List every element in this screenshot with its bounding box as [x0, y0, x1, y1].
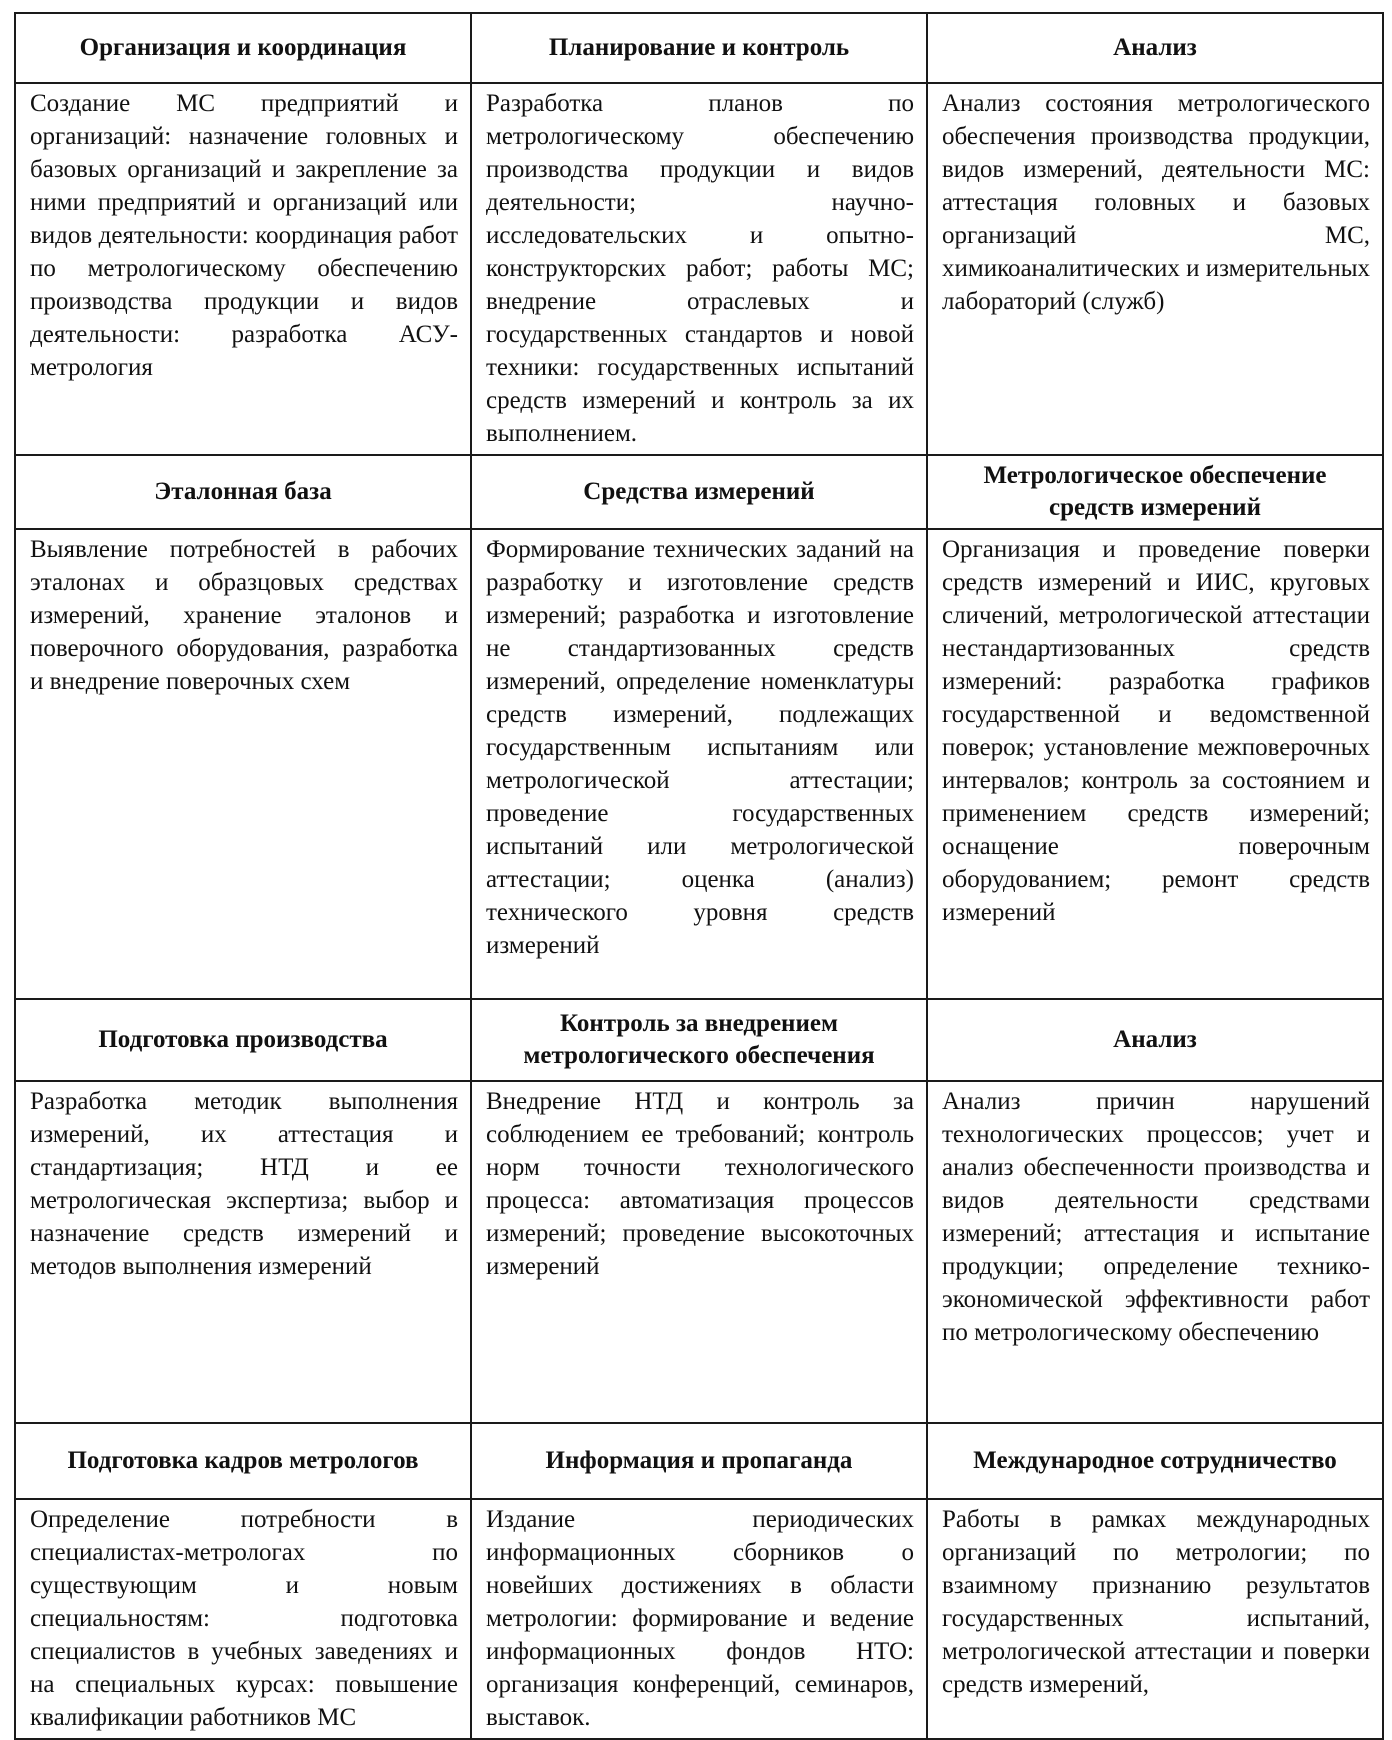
cell-text: Анализ состояния метрологического обеспечения производства продукции, видов измерений, деятельности МС: аттестация головных и базовых организаций МС, химикоаналитических и измерительных лабораторий (служб): [942, 90, 1370, 315]
heading-text: Контроль за внедрением метрологического обеспечения: [523, 1010, 875, 1069]
metrology-functions-table: [14, 12, 1384, 1740]
column-heading: [471, 455, 927, 529]
cell-text: Формирование технических заданий на разработку и изготовление средств измерений; разработка и изготовление не стандартизованных средств измерений, определение номенклатуры средств измерений, подлежащих государственным испытаниям или метрологической аттестации; проведение государственных испытаний или метрологической аттестации; оценка (анализ) технического уровня средств измерений: [486, 536, 914, 959]
column-heading: [15, 455, 471, 529]
heading-text: Метрологическое обеспечение средств измерений: [983, 462, 1327, 521]
table-cell: [471, 1499, 927, 1739]
column-heading: [927, 13, 1383, 83]
table-cell: [15, 1081, 471, 1423]
table-row: [15, 83, 1383, 455]
column-heading: [927, 999, 1383, 1081]
cell-text: Организация и проведение поверки средств измерений и ИИС, круговых сличений, метрологической аттестации нестандартизованных средств измерений: разработка графиков государственной и ведомственной поверок; установление межповерочных интервалов; контроль за состоянием и применением средств измерений; оснащение поверочным оборудованием; ремонт средств измерений: [942, 536, 1370, 926]
table-cell: [927, 1081, 1383, 1423]
table-cell: [471, 83, 927, 455]
cell-text: Разработка методик выполнения измерений, их аттестация и стандартизация; НТД и ее метрологическая экспертиза; выбор и назначение средств измерений и методов выполнения измерений: [30, 1088, 458, 1280]
column-heading: [471, 999, 927, 1081]
cell-text: Внедрение НТД и контроль за соблюдением ее требований; контроль норм точности технологического процесса: автоматизация процессов измерений; проведение высокоточных измерений: [486, 1088, 914, 1280]
table-cell: [927, 1499, 1383, 1739]
heading-text: Анализ: [1113, 34, 1197, 61]
heading-text: Средства измерений: [583, 478, 815, 505]
column-heading: [471, 1423, 927, 1499]
table-header-row: [15, 1423, 1383, 1499]
cell-text: Выявление потребностей в рабочих эталонах и образцовых средствах измерений, хранение эталонов и поверочного оборудования, разработка и внедрение поверочных схем: [30, 536, 458, 695]
table-header-row: [15, 999, 1383, 1081]
table-cell: [471, 529, 927, 999]
column-heading: [15, 999, 471, 1081]
heading-text: Планирование и контроль: [548, 34, 850, 61]
cell-text: Определение потребности в специалистах-метрологах по существующим и новым специальностям: подготовка специалистов в учебных заведениях и на специальных курсах: повышение квалификации работников МС: [30, 1506, 458, 1731]
cell-text: Работы в рамках международных организаций по метрологии; по взаимному признанию результатов государственных испытаний, метрологической аттестации и поверки средств измерений,: [942, 1506, 1370, 1698]
table-header-row: [15, 455, 1383, 529]
cell-text: Анализ причин нарушений технологических процессов; учет и анализ обеспеченности производства и видов деятельности средствами измерений; аттестация и испытание продукции; определение технико-экономической эффективности работ по метрологическому обеспечению: [942, 1088, 1370, 1346]
cell-text: Создание МС предприятий и организаций: назначение головных и базовых организаций и закрепление за ними предприятий и организаций или видов деятельности: координация работ по метрологическому обеспечению производства продукции и видов деятельности: разработка АСУ-метрология: [30, 90, 458, 381]
heading-text: Подготовка кадров метрологов: [67, 1447, 419, 1474]
column-heading: [927, 455, 1383, 529]
cell-text: Разработка планов по метрологическому обеспечению производства продукции и видов деятельности; научно-исследовательских и опытно-конструкторских работ; работы МС; внедрение отраслевых и государственных стандартов и новой техники: государственных испытаний средств измерений и контроль за их выполнением.: [486, 90, 914, 447]
table-cell: [927, 83, 1383, 455]
heading-text: Организация и координация: [79, 34, 407, 61]
heading-text: Международное сотрудничество: [973, 1447, 1337, 1474]
column-heading: [15, 13, 471, 83]
table-cell: [15, 1499, 471, 1739]
table-cell: [15, 529, 471, 999]
document-page: [14, 12, 1382, 1740]
table-cell: [15, 83, 471, 455]
heading-text: Эталонная база: [154, 478, 332, 505]
table-row: [15, 1499, 1383, 1739]
column-heading: [471, 13, 927, 83]
column-heading: [927, 1423, 1383, 1499]
heading-text: Подготовка производства: [98, 1026, 388, 1053]
column-heading: [15, 1423, 471, 1499]
table-header-row: [15, 13, 1383, 83]
table-row: [15, 529, 1383, 999]
cell-text: Издание периодических информационных сборников о новейших достижениях в области метрологии: формирование и ведение информационных фондов НТО: организация конференций, семинаров, выставок.: [486, 1506, 914, 1731]
heading-text: Анализ: [1113, 1026, 1197, 1053]
table-row: [15, 1081, 1383, 1423]
table-cell: [471, 1081, 927, 1423]
heading-text: Информация и пропаганда: [545, 1447, 853, 1474]
table-cell: [927, 529, 1383, 999]
